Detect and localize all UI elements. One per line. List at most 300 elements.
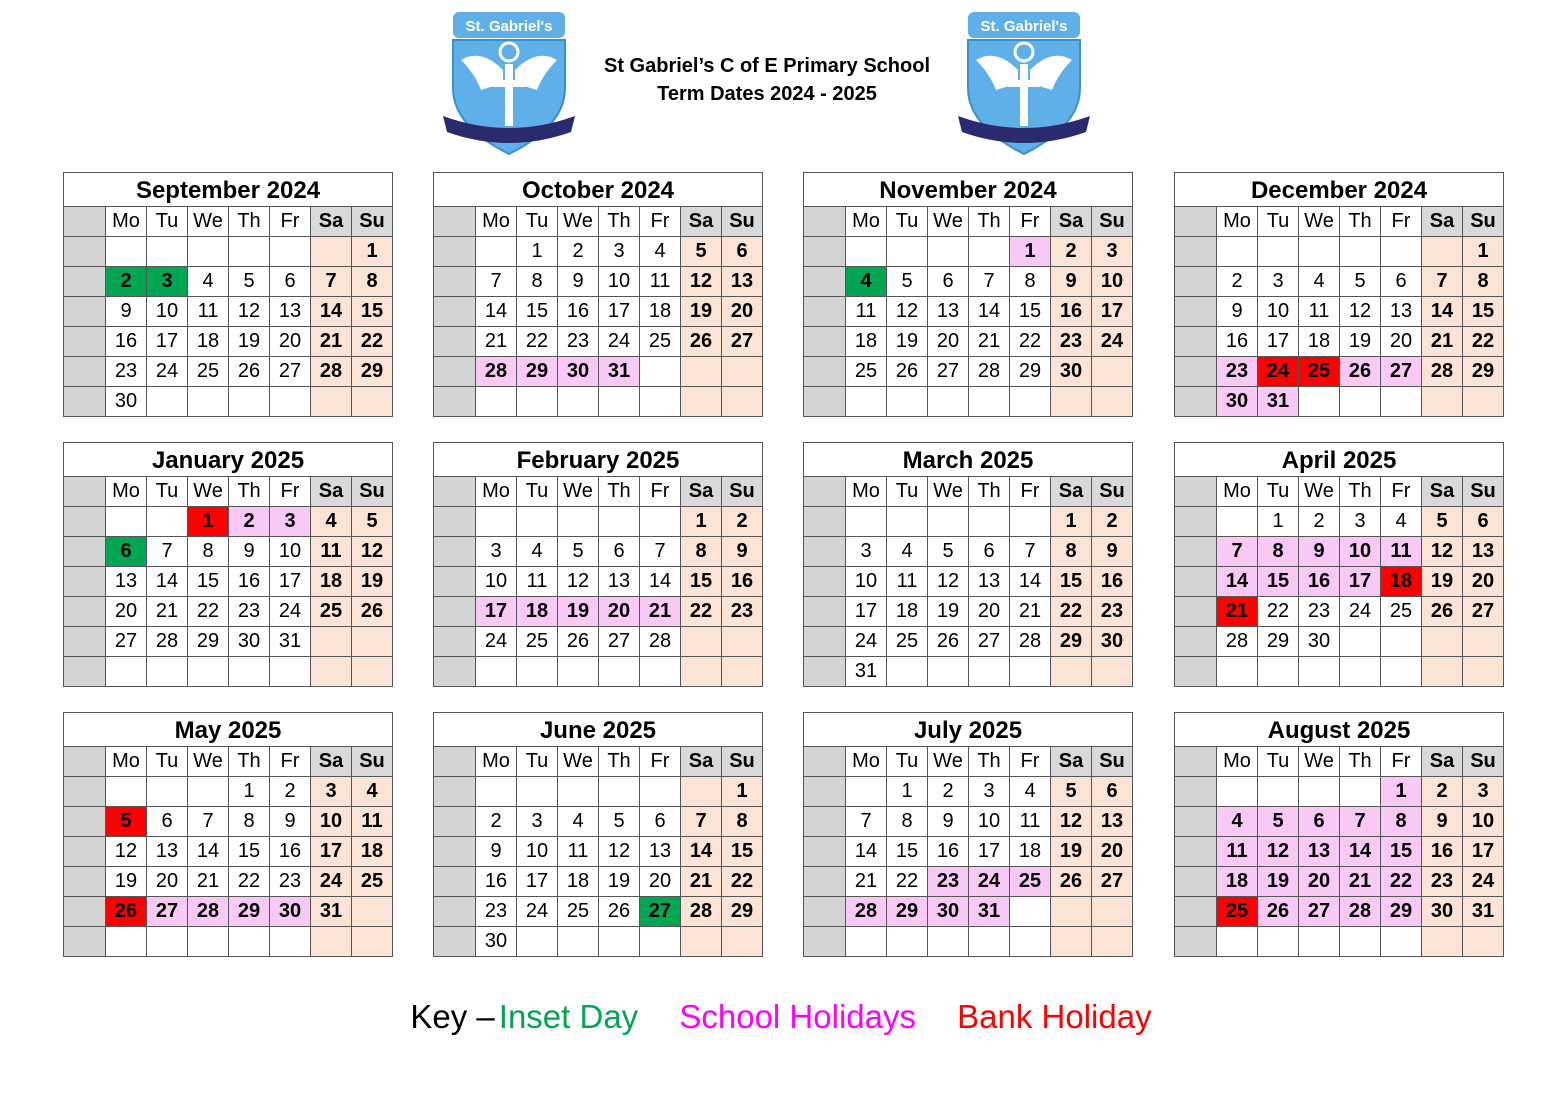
- day-cell: 5: [928, 537, 969, 567]
- day-cell: 5: [352, 507, 393, 537]
- day-cell: 3: [846, 537, 887, 567]
- day-cell: 28: [311, 357, 352, 387]
- empty-cell: [558, 777, 599, 807]
- weekday-header: Su: [1463, 747, 1504, 777]
- day-cell: 30: [106, 387, 147, 417]
- weekday-header: Su: [1463, 207, 1504, 237]
- empty-cell: [1299, 657, 1340, 687]
- day-cell: 8: [1010, 267, 1051, 297]
- day-cell: 12: [681, 267, 722, 297]
- day-cell: 23: [476, 897, 517, 927]
- week-column-cell: [1175, 267, 1217, 297]
- week-row: [804, 567, 1133, 597]
- week-row: [64, 897, 393, 927]
- day-cell: 23: [1299, 597, 1340, 627]
- svg-text:St. Gabriel's: St. Gabriel's: [980, 18, 1068, 35]
- week-column-cell: [64, 807, 106, 837]
- day-cell: 4: [352, 777, 393, 807]
- day-cell: 25: [1010, 867, 1051, 897]
- day-cell: 20: [1381, 327, 1422, 357]
- day-cell: 16: [722, 567, 763, 597]
- week-row: [434, 357, 763, 387]
- empty-cell: [887, 927, 928, 957]
- day-cell: 18: [1010, 837, 1051, 867]
- empty-cell: [1217, 927, 1258, 957]
- day-cell: 1: [1051, 507, 1092, 537]
- day-cell: 25: [846, 357, 887, 387]
- week-column-cell: [1175, 597, 1217, 627]
- weekday-header: Mo: [106, 747, 147, 777]
- weekday-header: Fr: [1010, 747, 1051, 777]
- empty-cell: [887, 657, 928, 687]
- empty-cell: [1463, 387, 1504, 417]
- day-cell: 11: [558, 837, 599, 867]
- day-cell: 24: [599, 327, 640, 357]
- week-row: [804, 927, 1133, 957]
- empty-cell: [640, 507, 681, 537]
- week-row: [64, 567, 393, 597]
- week-row: [434, 627, 763, 657]
- week-column-cell: [434, 477, 476, 507]
- month-calendar: [433, 172, 763, 424]
- weekday-header: Sa: [681, 747, 722, 777]
- week-column-cell: [64, 597, 106, 627]
- day-cell: 15: [188, 567, 229, 597]
- week-row: [64, 867, 393, 897]
- weekday-header: Th: [599, 747, 640, 777]
- week-row: [434, 507, 763, 537]
- day-cell: 6: [1299, 807, 1340, 837]
- empty-cell: [846, 927, 887, 957]
- empty-cell: [1051, 897, 1092, 927]
- week-row: [1175, 927, 1504, 957]
- weekday-header: Fr: [1381, 747, 1422, 777]
- day-cell: 15: [1010, 297, 1051, 327]
- day-cell: 24: [1463, 867, 1504, 897]
- empty-cell: [722, 357, 763, 387]
- day-cell: 30: [229, 627, 270, 657]
- day-cell: 10: [147, 297, 188, 327]
- empty-cell: [188, 387, 229, 417]
- empty-cell: [1340, 927, 1381, 957]
- week-column-cell: [804, 897, 846, 927]
- day-cell: 31: [311, 897, 352, 927]
- week-column-cell: [64, 777, 106, 807]
- day-cell: 27: [969, 627, 1010, 657]
- week-row: [804, 597, 1133, 627]
- empty-cell: [311, 627, 352, 657]
- week-column-cell: [64, 387, 106, 417]
- day-cell: 12: [928, 567, 969, 597]
- day-cell: 12: [1340, 297, 1381, 327]
- day-cell: 2: [1217, 267, 1258, 297]
- day-cell: 27: [1381, 357, 1422, 387]
- day-cell: 14: [147, 567, 188, 597]
- empty-cell: [270, 237, 311, 267]
- day-cell: 9: [229, 537, 270, 567]
- week-row: [434, 567, 763, 597]
- day-cell: 4: [1010, 777, 1051, 807]
- week-column-cell: [1175, 537, 1217, 567]
- day-cell: 14: [311, 297, 352, 327]
- empty-cell: [1092, 357, 1133, 387]
- week-column-cell: [64, 267, 106, 297]
- empty-cell: [352, 387, 393, 417]
- day-cell: 19: [558, 597, 599, 627]
- day-cell: 13: [640, 837, 681, 867]
- day-cell: 11: [1010, 807, 1051, 837]
- empty-cell: [681, 387, 722, 417]
- week-row: [804, 867, 1133, 897]
- day-cell: 13: [106, 567, 147, 597]
- month-table: [803, 746, 1133, 957]
- day-cell: 29: [1463, 357, 1504, 387]
- day-cell: 11: [311, 537, 352, 567]
- day-cell: 1: [1463, 237, 1504, 267]
- empty-cell: [928, 927, 969, 957]
- day-cell: 16: [229, 567, 270, 597]
- empty-cell: [106, 657, 147, 687]
- day-cell: 10: [1340, 537, 1381, 567]
- day-cell: 24: [476, 627, 517, 657]
- weekday-header: Tu: [887, 207, 928, 237]
- school-logo-left: [441, 8, 577, 156]
- week-column-cell: [434, 597, 476, 627]
- day-cell: 19: [1258, 867, 1299, 897]
- day-cell: 13: [147, 837, 188, 867]
- day-cell: 26: [928, 627, 969, 657]
- week-row: [1175, 867, 1504, 897]
- weekday-header: Th: [1340, 477, 1381, 507]
- day-cell: 6: [1463, 507, 1504, 537]
- week-row: [1175, 807, 1504, 837]
- empty-cell: [517, 777, 558, 807]
- day-cell: 27: [106, 627, 147, 657]
- weekday-header-row: [64, 207, 393, 237]
- day-cell: 28: [1010, 627, 1051, 657]
- day-cell: 25: [352, 867, 393, 897]
- week-row: [64, 657, 393, 687]
- day-cell: 22: [1051, 597, 1092, 627]
- week-row: [804, 297, 1133, 327]
- day-cell: 2: [106, 267, 147, 297]
- empty-cell: [722, 927, 763, 957]
- empty-cell: [887, 507, 928, 537]
- week-column-cell: [64, 357, 106, 387]
- day-cell: 26: [1258, 897, 1299, 927]
- day-cell: 15: [1381, 837, 1422, 867]
- empty-cell: [106, 507, 147, 537]
- day-cell: 27: [1299, 897, 1340, 927]
- day-cell: 27: [722, 327, 763, 357]
- empty-cell: [311, 657, 352, 687]
- day-cell: 5: [1422, 507, 1463, 537]
- month-table: [63, 206, 393, 417]
- empty-cell: [1381, 927, 1422, 957]
- week-column-cell: [804, 537, 846, 567]
- day-cell: 8: [1258, 537, 1299, 567]
- day-cell: 5: [681, 237, 722, 267]
- day-cell: 21: [188, 867, 229, 897]
- week-column-cell: [64, 507, 106, 537]
- empty-cell: [969, 237, 1010, 267]
- week-row: [434, 837, 763, 867]
- day-cell: 5: [1258, 807, 1299, 837]
- empty-cell: [681, 657, 722, 687]
- day-cell: 29: [517, 357, 558, 387]
- day-cell: 11: [1217, 837, 1258, 867]
- week-column-cell: [804, 867, 846, 897]
- day-cell: 31: [969, 897, 1010, 927]
- week-row: [1175, 897, 1504, 927]
- weekday-header: Th: [1340, 747, 1381, 777]
- week-row: [804, 657, 1133, 687]
- day-cell: 22: [229, 867, 270, 897]
- day-cell: 22: [188, 597, 229, 627]
- empty-cell: [352, 627, 393, 657]
- day-cell: 26: [1422, 597, 1463, 627]
- empty-cell: [311, 387, 352, 417]
- day-cell: 13: [1463, 537, 1504, 567]
- week-row: [804, 507, 1133, 537]
- day-cell: 21: [969, 327, 1010, 357]
- empty-cell: [1422, 387, 1463, 417]
- day-cell: 14: [188, 837, 229, 867]
- week-column-cell: [1175, 807, 1217, 837]
- weekday-header: Fr: [270, 207, 311, 237]
- week-row: [434, 777, 763, 807]
- week-column-cell: [434, 327, 476, 357]
- day-cell: 24: [311, 867, 352, 897]
- week-row: [804, 897, 1133, 927]
- week-row: [434, 267, 763, 297]
- day-cell: 23: [229, 597, 270, 627]
- empty-cell: [887, 387, 928, 417]
- week-row: [1175, 657, 1504, 687]
- day-cell: 16: [1051, 297, 1092, 327]
- day-cell: 19: [352, 567, 393, 597]
- day-cell: 8: [1051, 537, 1092, 567]
- day-cell: 30: [270, 897, 311, 927]
- day-cell: 4: [558, 807, 599, 837]
- weekday-header: We: [558, 477, 599, 507]
- empty-cell: [147, 927, 188, 957]
- day-cell: 23: [722, 597, 763, 627]
- empty-cell: [640, 357, 681, 387]
- empty-cell: [1299, 927, 1340, 957]
- day-cell: 5: [558, 537, 599, 567]
- week-row: [1175, 777, 1504, 807]
- weekday-header: Tu: [517, 477, 558, 507]
- month-title: October 2024: [433, 172, 763, 206]
- week-row: [434, 237, 763, 267]
- day-cell: 6: [1381, 267, 1422, 297]
- day-cell: 23: [270, 867, 311, 897]
- month-calendar: [1174, 172, 1504, 424]
- empty-cell: [476, 657, 517, 687]
- day-cell: 29: [1051, 627, 1092, 657]
- weekday-header: Fr: [1010, 207, 1051, 237]
- week-column-cell: [64, 297, 106, 327]
- week-column-cell: [64, 327, 106, 357]
- day-cell: 4: [640, 237, 681, 267]
- day-cell: 15: [1463, 297, 1504, 327]
- day-cell: 30: [476, 927, 517, 957]
- week-column-cell: [64, 237, 106, 267]
- day-cell: 15: [1051, 567, 1092, 597]
- day-cell: 14: [640, 567, 681, 597]
- day-cell: 4: [887, 537, 928, 567]
- empty-cell: [640, 657, 681, 687]
- day-cell: 15: [352, 297, 393, 327]
- empty-cell: [352, 657, 393, 687]
- week-column-cell: [1175, 657, 1217, 687]
- weekday-header-row: [64, 477, 393, 507]
- month-table: [433, 746, 763, 957]
- weekday-header: Mo: [476, 747, 517, 777]
- empty-cell: [558, 507, 599, 537]
- day-cell: 16: [476, 867, 517, 897]
- day-cell: 16: [928, 837, 969, 867]
- day-cell: 9: [1051, 267, 1092, 297]
- day-cell: 21: [311, 327, 352, 357]
- empty-cell: [229, 387, 270, 417]
- day-cell: 10: [846, 567, 887, 597]
- day-cell: 22: [1010, 327, 1051, 357]
- month-calendar: [803, 712, 1133, 964]
- day-cell: 1: [352, 237, 393, 267]
- day-cell: 23: [558, 327, 599, 357]
- week-column-cell: [1175, 297, 1217, 327]
- weekday-header: Fr: [270, 747, 311, 777]
- week-column-cell: [1175, 207, 1217, 237]
- week-row: [804, 807, 1133, 837]
- day-cell: 3: [476, 537, 517, 567]
- week-row: [1175, 567, 1504, 597]
- day-cell: 18: [311, 567, 352, 597]
- empty-cell: [1010, 657, 1051, 687]
- day-cell: 3: [147, 267, 188, 297]
- empty-cell: [1299, 777, 1340, 807]
- empty-cell: [599, 507, 640, 537]
- day-cell: 3: [969, 777, 1010, 807]
- day-cell: 30: [1299, 627, 1340, 657]
- day-cell: 6: [722, 237, 763, 267]
- day-cell: 13: [928, 297, 969, 327]
- empty-cell: [147, 507, 188, 537]
- week-row: [64, 807, 393, 837]
- week-row: [64, 777, 393, 807]
- month-table: [1174, 476, 1504, 687]
- day-cell: 26: [106, 897, 147, 927]
- school-name: St Gabriel’s C of E Primary School: [603, 55, 930, 77]
- week-row: [64, 237, 393, 267]
- day-cell: 21: [681, 867, 722, 897]
- empty-cell: [969, 387, 1010, 417]
- week-row: [64, 507, 393, 537]
- week-column-cell: [1175, 927, 1217, 957]
- month-calendar: [803, 172, 1133, 424]
- day-cell: 19: [229, 327, 270, 357]
- weekday-header: We: [188, 207, 229, 237]
- day-cell: 20: [599, 597, 640, 627]
- weekday-header: Mo: [1217, 207, 1258, 237]
- empty-cell: [1422, 657, 1463, 687]
- day-cell: 9: [928, 807, 969, 837]
- weekday-header: Fr: [640, 477, 681, 507]
- empty-cell: [1340, 237, 1381, 267]
- empty-cell: [640, 387, 681, 417]
- day-cell: 26: [352, 597, 393, 627]
- week-column-cell: [804, 507, 846, 537]
- weekday-header: Mo: [1217, 477, 1258, 507]
- week-column-cell: [1175, 357, 1217, 387]
- empty-cell: [188, 777, 229, 807]
- empty-cell: [1010, 507, 1051, 537]
- empty-cell: [106, 237, 147, 267]
- weekday-header: Fr: [1010, 477, 1051, 507]
- day-cell: 17: [1463, 837, 1504, 867]
- day-cell: 30: [1217, 387, 1258, 417]
- week-row: [434, 387, 763, 417]
- day-cell: 25: [887, 627, 928, 657]
- day-cell: 10: [311, 807, 352, 837]
- week-row: [1175, 237, 1504, 267]
- weekday-header: We: [928, 477, 969, 507]
- day-cell: 12: [599, 837, 640, 867]
- empty-cell: [969, 507, 1010, 537]
- weekday-header: Tu: [1258, 747, 1299, 777]
- day-cell: 8: [188, 537, 229, 567]
- day-cell: 15: [681, 567, 722, 597]
- week-row: [64, 387, 393, 417]
- month-calendar: [1174, 442, 1504, 694]
- day-cell: 14: [1340, 837, 1381, 867]
- day-cell: 9: [476, 837, 517, 867]
- day-cell: 11: [1299, 297, 1340, 327]
- day-cell: 8: [1463, 267, 1504, 297]
- empty-cell: [722, 627, 763, 657]
- week-column-cell: [1175, 897, 1217, 927]
- empty-cell: [1092, 387, 1133, 417]
- week-row: [804, 777, 1133, 807]
- empty-cell: [722, 657, 763, 687]
- weekday-header: Sa: [1422, 747, 1463, 777]
- day-cell: 17: [270, 567, 311, 597]
- day-cell: 24: [1258, 357, 1299, 387]
- week-column-cell: [1175, 507, 1217, 537]
- empty-cell: [846, 507, 887, 537]
- day-cell: 28: [1340, 897, 1381, 927]
- day-cell: 14: [1217, 567, 1258, 597]
- day-cell: 10: [1258, 297, 1299, 327]
- weekday-header: We: [1299, 207, 1340, 237]
- day-cell: 27: [147, 897, 188, 927]
- month-calendar: [63, 172, 393, 424]
- day-cell: 29: [1258, 627, 1299, 657]
- weekday-header: Sa: [1051, 207, 1092, 237]
- week-column-cell: [804, 567, 846, 597]
- school-logo-right: [956, 8, 1092, 156]
- day-cell: 15: [1258, 567, 1299, 597]
- day-cell: 1: [1381, 777, 1422, 807]
- month-calendar: [63, 442, 393, 694]
- week-column-cell: [434, 357, 476, 387]
- week-column-cell: [64, 537, 106, 567]
- day-cell: 19: [681, 297, 722, 327]
- day-cell: 13: [969, 567, 1010, 597]
- empty-cell: [517, 507, 558, 537]
